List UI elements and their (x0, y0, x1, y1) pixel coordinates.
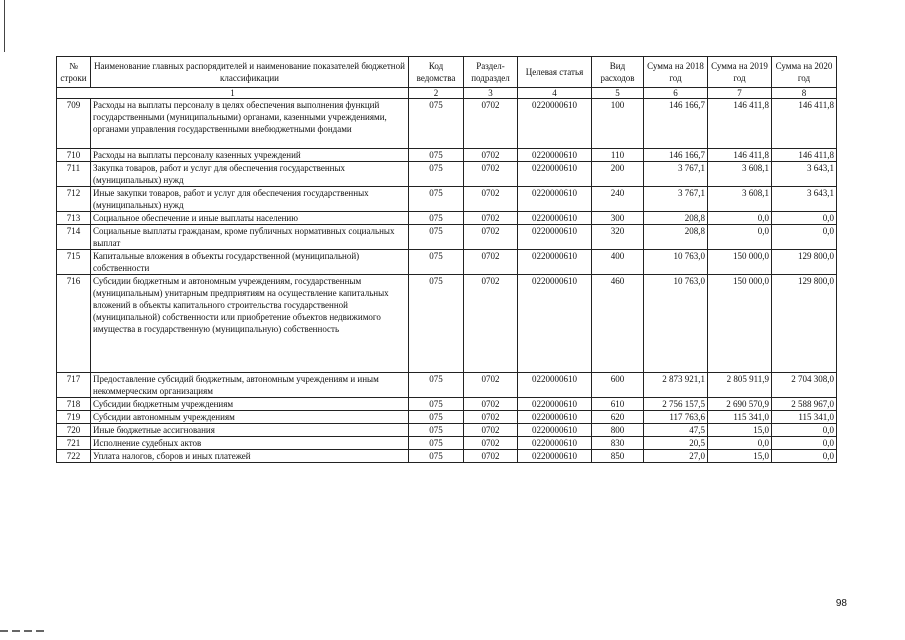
sum-2018-cell: 146 166,7 (644, 149, 708, 162)
header-sum-2020: Сумма на 2020 год (772, 57, 837, 88)
section-cell: 0702 (464, 437, 518, 450)
table-row (57, 411, 837, 424)
sum-2020-cell: 0,0 (772, 212, 837, 225)
column-number: 8 (772, 88, 837, 99)
scan-edge-mark (4, 0, 5, 52)
column-number: 6 (644, 88, 708, 99)
table-row (57, 373, 837, 398)
sum-2018-cell: 20,5 (644, 437, 708, 450)
target-article-cell: 0220000610 (518, 225, 592, 250)
header-name: Наименование главных распорядителей и наименование показателей бюджетной классификации (91, 57, 409, 88)
row-name-cell: Расходы на выплаты персоналу в целях обеспечения выполнения функций государственными (муниципальными) органами, казенными учреждениями, органами управления государственными внебюджетными фондами (91, 99, 409, 149)
section-cell: 0702 (464, 424, 518, 437)
target-article-cell: 0220000610 (518, 411, 592, 424)
sum-2020-cell: 0,0 (772, 225, 837, 250)
sum-2020-cell: 2 704 308,0 (772, 373, 837, 398)
department-code-cell: 075 (409, 373, 464, 398)
header-department-code: Код ведомства (409, 57, 464, 88)
row-name-cell: Социальные выплаты гражданам, кроме публичных нормативных социальных выплат (91, 225, 409, 250)
department-code-cell: 075 (409, 250, 464, 275)
sum-2018-cell: 2 756 157,5 (644, 398, 708, 411)
target-article-cell: 0220000610 (518, 437, 592, 450)
row-name-cell: Предоставление субсидий бюджетным, автономным учреждениям и иным некоммерческим организациям (91, 373, 409, 398)
department-code-cell: 075 (409, 437, 464, 450)
sum-2020-cell: 0,0 (772, 424, 837, 437)
table-row (57, 275, 837, 373)
section-cell: 0702 (464, 99, 518, 149)
sum-2018-cell: 3 767,1 (644, 162, 708, 187)
row-number-cell: 718 (57, 398, 91, 411)
target-article-cell: 0220000610 (518, 162, 592, 187)
row-name-cell: Исполнение судебных актов (91, 437, 409, 450)
table-row (57, 212, 837, 225)
table-row (57, 250, 837, 275)
sum-2019-cell: 146 411,8 (708, 99, 772, 149)
expense-type-cell: 620 (592, 411, 644, 424)
sum-2019-cell: 150 000,0 (708, 250, 772, 275)
target-article-cell: 0220000610 (518, 250, 592, 275)
sum-2018-cell: 2 873 921,1 (644, 373, 708, 398)
expense-type-cell: 610 (592, 398, 644, 411)
table-row (57, 149, 837, 162)
row-number-cell: 717 (57, 373, 91, 398)
sum-2020-cell: 146 411,8 (772, 99, 837, 149)
row-number-cell: 716 (57, 275, 91, 373)
department-code-cell: 075 (409, 99, 464, 149)
table-row (57, 225, 837, 250)
row-number-cell: 711 (57, 162, 91, 187)
department-code-cell: 075 (409, 149, 464, 162)
table-row (57, 450, 837, 463)
expense-type-cell: 240 (592, 187, 644, 212)
sum-2018-cell: 3 767,1 (644, 187, 708, 212)
section-cell: 0702 (464, 450, 518, 463)
sum-2018-cell: 47,5 (644, 424, 708, 437)
expense-type-cell: 100 (592, 99, 644, 149)
sum-2018-cell: 10 763,0 (644, 275, 708, 373)
sum-2019-cell: 0,0 (708, 212, 772, 225)
row-name-cell: Капитальные вложения в объекты государственной (муниципальной) собственности (91, 250, 409, 275)
department-code-cell: 075 (409, 212, 464, 225)
expense-type-cell: 600 (592, 373, 644, 398)
sum-2020-cell: 3 643,1 (772, 187, 837, 212)
sum-2020-cell: 115 341,0 (772, 411, 837, 424)
expense-type-cell: 460 (592, 275, 644, 373)
expense-type-cell: 830 (592, 437, 644, 450)
department-code-cell: 075 (409, 398, 464, 411)
sum-2020-cell: 2 588 967,0 (772, 398, 837, 411)
table-header-row (57, 57, 837, 88)
table-row (57, 99, 837, 149)
sum-2019-cell: 0,0 (708, 225, 772, 250)
sum-2019-cell: 150 000,0 (708, 275, 772, 373)
sum-2020-cell: 146 411,8 (772, 149, 837, 162)
sum-2019-cell: 146 411,8 (708, 149, 772, 162)
sum-2018-cell: 208,8 (644, 225, 708, 250)
row-number-cell: 722 (57, 450, 91, 463)
sum-2019-cell: 3 608,1 (708, 162, 772, 187)
expense-type-cell: 200 (592, 162, 644, 187)
row-number-cell: 715 (57, 250, 91, 275)
sum-2020-cell: 129 800,0 (772, 275, 837, 373)
department-code-cell: 075 (409, 411, 464, 424)
table-row (57, 398, 837, 411)
target-article-cell: 0220000610 (518, 149, 592, 162)
expense-type-cell: 850 (592, 450, 644, 463)
row-number-cell: 709 (57, 99, 91, 149)
section-cell: 0702 (464, 149, 518, 162)
row-name-cell: Субсидии бюджетным учреждениям (91, 398, 409, 411)
section-cell: 0702 (464, 187, 518, 212)
row-number-cell: 710 (57, 149, 91, 162)
header-sum-2019: Сумма на 2019 год (708, 57, 772, 88)
row-name-cell: Субсидии автономным учреждениям (91, 411, 409, 424)
section-cell: 0702 (464, 162, 518, 187)
target-article-cell: 0220000610 (518, 424, 592, 437)
department-code-cell: 075 (409, 424, 464, 437)
row-number-cell: 713 (57, 212, 91, 225)
target-article-cell: 0220000610 (518, 450, 592, 463)
row-name-cell: Социальное обеспечение и иные выплаты населению (91, 212, 409, 225)
section-cell: 0702 (464, 275, 518, 373)
sum-2018-cell: 10 763,0 (644, 250, 708, 275)
sum-2019-cell: 115 341,0 (708, 411, 772, 424)
budget-table (56, 56, 837, 463)
sum-2020-cell: 0,0 (772, 437, 837, 450)
target-article-cell: 0220000610 (518, 398, 592, 411)
target-article-cell: 0220000610 (518, 187, 592, 212)
row-number-cell: 720 (57, 424, 91, 437)
row-name-cell: Субсидии бюджетным и автономным учреждениям, государственным (муниципальным) унитарным предприятиям на осуществление капитальных вложений в объекты капитального строительства государственной (муниципальной) собственности или приобретение объектов недвижимого имущества в государственную (муниципальную) собственность (91, 275, 409, 373)
page-number: 98 (835, 598, 847, 609)
department-code-cell: 075 (409, 275, 464, 373)
target-article-cell: 0220000610 (518, 99, 592, 149)
table-row (57, 187, 837, 212)
column-number: 3 (464, 88, 518, 99)
sum-2018-cell: 146 166,7 (644, 99, 708, 149)
sum-2019-cell: 2 805 911,9 (708, 373, 772, 398)
row-number-cell: 721 (57, 437, 91, 450)
expense-type-cell: 300 (592, 212, 644, 225)
sum-2019-cell: 15,0 (708, 424, 772, 437)
header-row-number: № строки (57, 57, 91, 88)
department-code-cell: 075 (409, 450, 464, 463)
column-number: 4 (518, 88, 592, 99)
row-number-cell: 714 (57, 225, 91, 250)
section-cell: 0702 (464, 373, 518, 398)
department-code-cell: 075 (409, 162, 464, 187)
target-article-cell: 0220000610 (518, 275, 592, 373)
column-number: 5 (592, 88, 644, 99)
section-cell: 0702 (464, 250, 518, 275)
column-number: 2 (409, 88, 464, 99)
table-row (57, 437, 837, 450)
row-number-cell: 712 (57, 187, 91, 212)
expense-type-cell: 320 (592, 225, 644, 250)
target-article-cell: 0220000610 (518, 373, 592, 398)
sum-2019-cell: 15,0 (708, 450, 772, 463)
column-number: 7 (708, 88, 772, 99)
section-cell: 0702 (464, 212, 518, 225)
row-name-cell: Иные закупки товаров, работ и услуг для обеспечения государственных (муниципальных) нужд (91, 187, 409, 212)
department-code-cell: 075 (409, 187, 464, 212)
header-sum-2018: Сумма на 2018 год (644, 57, 708, 88)
sum-2018-cell: 117 763,6 (644, 411, 708, 424)
table-row (57, 424, 837, 437)
column-number: 1 (57, 88, 409, 99)
column-numbering-row (57, 88, 837, 99)
section-cell: 0702 (464, 225, 518, 250)
sum-2020-cell: 0,0 (772, 450, 837, 463)
department-code-cell: 075 (409, 225, 464, 250)
sum-2018-cell: 27,0 (644, 450, 708, 463)
table-row (57, 162, 837, 187)
section-cell: 0702 (464, 398, 518, 411)
row-name-cell: Закупка товаров, работ и услуг для обеспечения государственных (муниципальных) нужд (91, 162, 409, 187)
header-expense-type: Вид расходов (592, 57, 644, 88)
header-target-article: Целевая статья (518, 57, 592, 88)
sum-2019-cell: 0,0 (708, 437, 772, 450)
sum-2019-cell: 3 608,1 (708, 187, 772, 212)
section-cell: 0702 (464, 411, 518, 424)
target-article-cell: 0220000610 (518, 212, 592, 225)
row-name-cell: Уплата налогов, сборов и иных платежей (91, 450, 409, 463)
sum-2020-cell: 129 800,0 (772, 250, 837, 275)
sum-2019-cell: 2 690 570,9 (708, 398, 772, 411)
row-number-cell: 719 (57, 411, 91, 424)
sum-2020-cell: 3 643,1 (772, 162, 837, 187)
expense-type-cell: 400 (592, 250, 644, 275)
sum-2018-cell: 208,8 (644, 212, 708, 225)
scan-bottom-mark (0, 630, 44, 632)
row-name-cell: Иные бюджетные ассигнования (91, 424, 409, 437)
row-name-cell: Расходы на выплаты персоналу казенных учреждений (91, 149, 409, 162)
expense-type-cell: 800 (592, 424, 644, 437)
header-section: Раздел-подраздел (464, 57, 518, 88)
expense-type-cell: 110 (592, 149, 644, 162)
